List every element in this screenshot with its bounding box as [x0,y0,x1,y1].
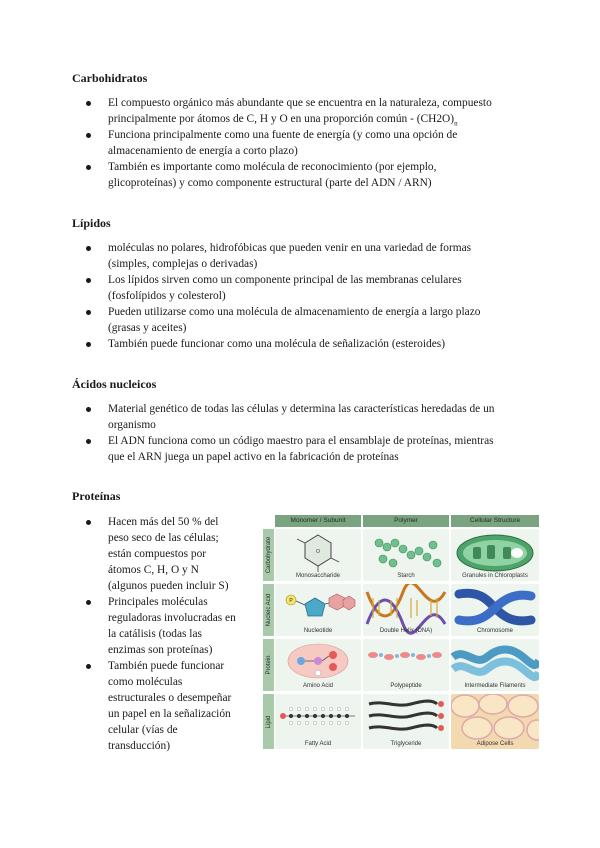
bullet-icon [86,342,91,347]
structure-cell [451,584,539,636]
figure-caption: Amino Acid [302,683,333,689]
figure-caption: Monosaccharide [295,573,341,579]
structure-cell [451,529,539,581]
list-item: Principales moléculas reguladoras involucradas en la catálisis (todas las enzimas son proteínas) [72,594,262,658]
monomer-cell [275,694,361,749]
list-item: También es importante como molécula de reconocimiento (por ejemplo, glicoproteínas) y como componente estructural (parte del ADN / ARN) [72,159,542,191]
lipids-list [72,240,542,352]
bullet-icon [86,664,91,669]
carbohydrates-list [72,95,542,191]
proteins-list [72,514,262,754]
bullet-icon [86,165,91,170]
structure-cell [451,639,539,691]
biomolecules-figure [263,515,539,751]
bullet-icon [86,520,91,525]
list-item: Funciona principalmente como una fuente de energía (y como una opción de almacenamiento de energía a corto plazo) [72,127,542,159]
figure-caption: Intermediate Filaments [464,683,526,689]
figure-caption: Polypeptide [390,683,422,689]
figure-caption: Adipose Cells [476,741,514,747]
figure-row-lipid [263,694,539,749]
bullet-icon [86,407,91,412]
nucleic-acids-list [72,401,542,465]
bullet-icon [86,310,91,315]
bullet-icon [86,101,91,106]
monomer-cell [275,584,361,636]
figure-caption: Granules in Chloroplasts [462,573,528,579]
list-item: Los lípidos sirven como un componente principal de las membranas celulares (fosfolípidos y colesterol) [72,272,542,304]
figure-header-cellular-structure: Cellular Structure [451,515,539,527]
polymer-cell [363,639,449,691]
list-item: También puede funcionar como una molécula de señalización (esteroides) [72,336,542,352]
bullet-icon [86,600,91,605]
row-label: Nucleic Acid [263,584,274,636]
monomer-cell [275,529,361,581]
figure-caption: Nucleotide [303,628,333,634]
figure-caption: Triglyceride [390,741,422,747]
svg-text:O: O [316,549,320,555]
figure-row-carbohydrate [263,529,539,581]
figure-caption: Chromosome [476,628,513,634]
list-item: Hacen más del 50 % del peso seco de las células; están compuestos por átomos C, H, O y N (algunos pueden incluir S) [72,514,262,594]
list-item: El ADN funciona como un código maestro para el ensamblaje de proteínas, mientras que el ARN juega un papel activo en la fabricación de proteínas [72,433,542,465]
polymer-cell [363,584,449,636]
figure-caption: Double Helix (DNA) [379,628,433,634]
row-label: Lipid [263,694,274,749]
list-item: El compuesto orgánico más abundante que se encuentra en la naturaleza, compuesto principalmente por átomos de C, H y O en una proporción común - $(CH2O)_n$ [72,95,542,127]
figure-caption: Fatty Acid [304,741,332,747]
figure-header-monomer: Monomer / Subunit [275,515,361,527]
bullet-icon [86,246,91,251]
section-title-lipids: Lípidos [72,216,111,230]
list-item: También puede funcionar como moléculas estructurales o desempeñar un papel en la señalización celular (vías de transducción) [72,658,262,754]
figure-row-protein [263,639,539,691]
list-item: Material genético de todas las células y determina las características heredadas de un organismo [72,401,542,433]
figure-header-polymer: Polymer [363,515,449,527]
list-item: moléculas no polares, hidrofóbicas que pueden venir en una variedad de formas (simples, complejas o derivadas) [72,240,542,272]
section-title-nucleic-acids: Ácidos nucleicos [72,377,157,391]
list-item: Pueden utilizarse como una molécula de almacenamiento de energía a largo plazo (grasas y aceites) [72,304,542,336]
structure-cell [451,694,539,749]
polymer-cell [363,529,449,581]
section-title-proteins: Proteínas [72,489,121,503]
figure-caption: Starch [397,573,415,579]
bullet-icon [86,133,91,138]
polymer-cell [363,694,449,749]
row-label: Protein [263,639,274,691]
monomer-cell [275,639,361,691]
section-title-carbohydrates: Carbohidratos [72,71,148,85]
svg-text:P: P [289,598,293,604]
bullet-icon [86,278,91,283]
row-label: Carbohydrate [263,529,274,581]
bullet-icon [86,439,91,444]
figure-row-nucleic-acid [263,584,539,636]
